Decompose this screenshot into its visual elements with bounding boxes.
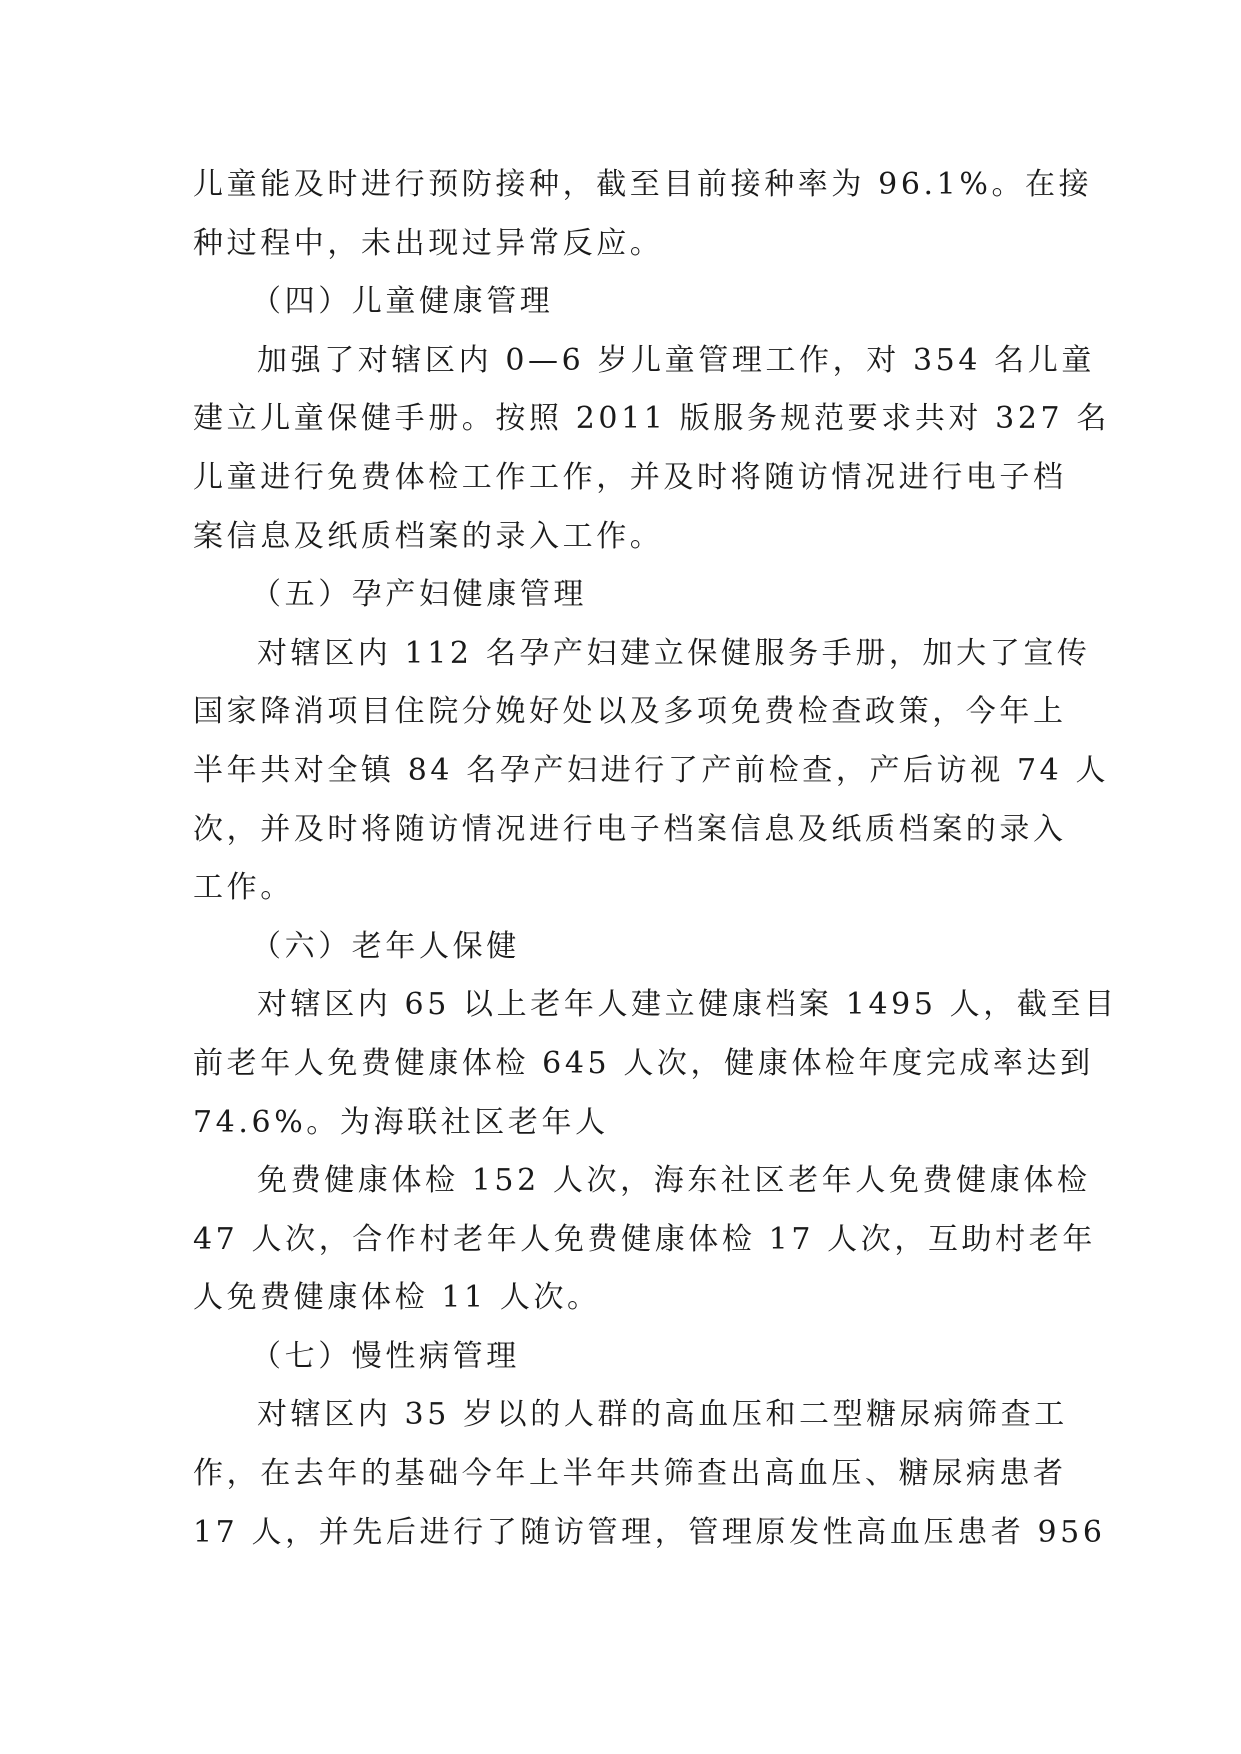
section-heading: （五）孕产妇健康管理 — [251, 577, 587, 613]
paragraph-line: 国家降消项目住院分娩好处以及多项免费检查政策，今年上 — [193, 694, 1067, 730]
paragraph-line: 作，在去年的基础今年上半年共筛查出高血压、糖尿病患者 — [193, 1456, 1067, 1492]
paragraph-line: 次，并及时将随访情况进行电子档案信息及纸质档案的录入 — [193, 811, 1067, 847]
section-heading: （四）儿童健康管理 — [251, 284, 554, 320]
paragraph-line: 对辖区内 35 岁以的人群的高血压和二型糖尿病筛查工 — [257, 1397, 1068, 1433]
section-heading: （六）老年人保健 — [251, 928, 520, 964]
paragraph-line: 儿童进行免费体检工作工作，并及时将随访情况进行电子档 — [193, 459, 1067, 495]
paragraph-line: 建立儿童保健手册。按照 2011 版服务规范要求共对 327 名 — [193, 401, 1110, 437]
paragraph-line: 加强了对辖区内 0—6 岁儿童管理工作，对 354 名儿童 — [257, 342, 1095, 378]
paragraph-line: 免费健康体检 152 人次，海东社区老年人免费健康体检 — [257, 1163, 1091, 1199]
paragraph-line: 儿童能及时进行预防接种，截至目前接种率为 96.1%。在接 — [193, 167, 1093, 202]
section-heading: （七）慢性病管理 — [251, 1338, 520, 1374]
paragraph-line: 17 人，并先后进行了随访管理，管理原发性高血压患者 956 — [193, 1514, 1106, 1550]
paragraph-line: 74.6%。为海联社区老年人 — [193, 1104, 609, 1140]
paragraph-line: 工作。 — [193, 870, 294, 906]
paragraph-line: 对辖区内 65 以上老年人建立健康档案 1495 人，截至目 — [257, 987, 1118, 1023]
paragraph-line: 半年共对全镇 84 名孕产妇进行了产前检查，产后访视 74 人 — [193, 752, 1110, 788]
paragraph-line: 案信息及纸质档案的录入工作。 — [193, 518, 664, 554]
paragraph-line: 人免费健康体检 11 人次。 — [193, 1280, 601, 1316]
paragraph-line: 对辖区内 112 名孕产妇建立保健服务手册，加大了宣传 — [257, 635, 1091, 671]
paragraph-line: 前老年人免费健康体检 645 人次，健康体检年度完成率达到 — [193, 1045, 1094, 1081]
paragraph-line: 种过程中，未出现过异常反应。 — [193, 225, 664, 261]
paragraph-line: 47 人次，合作村老年人免费健康体检 17 人次，互助村老年 — [193, 1221, 1096, 1257]
document-body — [193, 156, 1118, 1562]
